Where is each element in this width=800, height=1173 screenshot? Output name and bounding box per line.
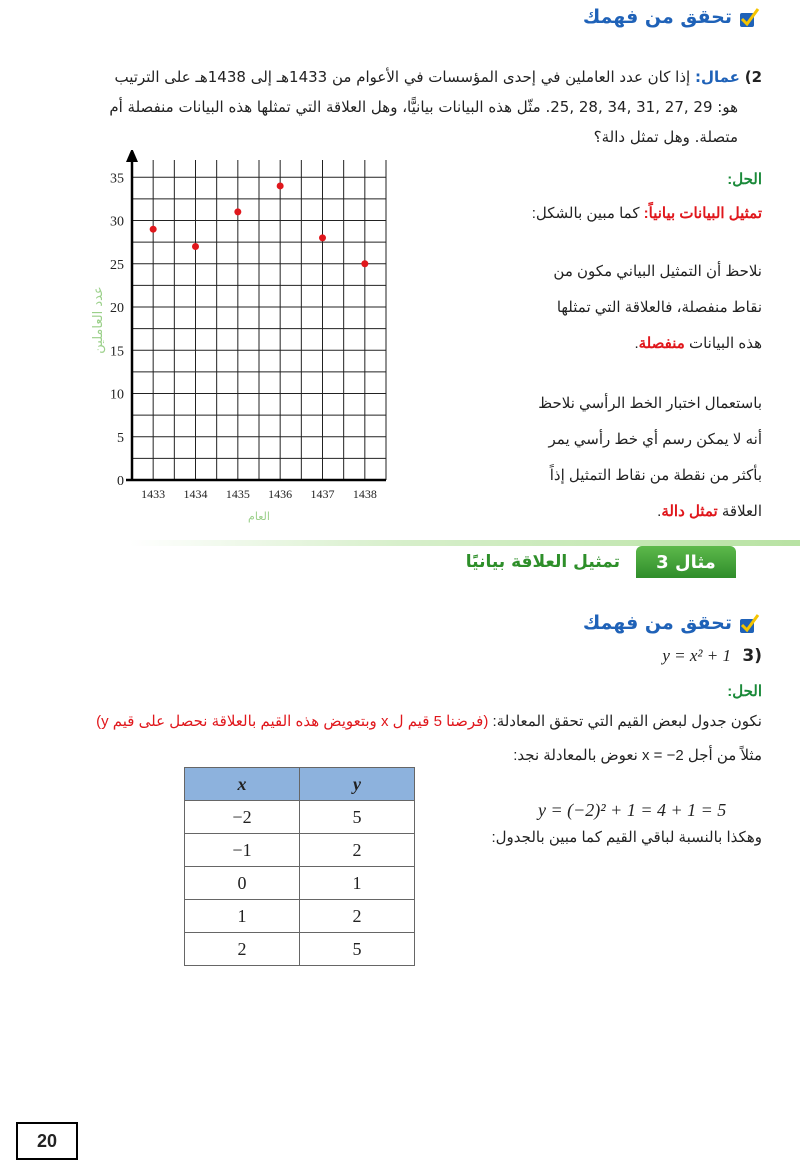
question-2-line-2: هو: 29 ,27 ,31 ,34 ,28 ,25. مثّل هذه البيانات بيانيًّا، وهل العلاقة التي تمثلها هذه البيانات منفصلة أم	[109, 98, 738, 116]
p2-line-1: باستعمال اختبار الخط الرأسي نلاحظ	[538, 395, 762, 412]
check-understanding-header-2	[583, 612, 760, 634]
x-tick-label: 1437	[310, 487, 335, 501]
p1-red-word: منفصلة	[638, 335, 685, 352]
y-axis-arrow	[126, 150, 138, 162]
example-3-title: تمثيل العلاقة بيانيًا	[465, 552, 620, 572]
table-intro-red: (فرضنا 5 قيم ل x وبتعويض هذه القيم بالعلاقة نحصل على قيم y)	[96, 713, 489, 730]
x-axis-label: العام	[248, 510, 270, 523]
question-number: 2)	[744, 68, 762, 86]
check-understanding-header	[583, 6, 760, 28]
graph-heading	[532, 204, 762, 222]
data-point	[150, 226, 157, 233]
discrete-paragraph	[502, 254, 762, 362]
checkmark-icon	[738, 7, 760, 27]
question-label: عمال:	[694, 68, 740, 86]
y-tick-label: 5	[117, 430, 124, 446]
p1-end: .	[634, 335, 639, 352]
vertical-line-test-paragraph	[502, 386, 762, 530]
data-point	[192, 243, 199, 250]
table-row	[185, 834, 415, 867]
table-header-row	[185, 768, 415, 801]
y-tick-label: 35	[110, 171, 124, 187]
table-cell: 5	[300, 933, 415, 966]
check-understanding-title: تحقق من فهمك	[582, 6, 732, 28]
table-cell: −2	[185, 801, 300, 834]
table-cell: 1	[185, 900, 300, 933]
table-cell: 5	[300, 801, 415, 834]
table-note: وهكذا بالنسبة لباقي القيم كما مبين بالجدول:	[491, 829, 762, 846]
p2-line-2: أنه لا يمكن رسم أي خط رأسي يمر	[548, 431, 762, 448]
checkmark-icon	[738, 613, 760, 633]
table-header-x: x	[185, 768, 300, 801]
table-row	[185, 933, 415, 966]
table-row	[185, 867, 415, 900]
p1-line-3	[502, 326, 762, 362]
p2-line-4	[502, 494, 762, 530]
question-text-1: إذا كان عدد العاملين في إحدى المؤسسات في الأعوام من 1433هـ إلى 1438هـ على الترتيب	[114, 68, 691, 86]
question-2-line-3: متصلة. وهل تمثل دالة؟	[593, 128, 738, 146]
table-intro-text: نكون جدول لبعض القيم التي تحقق المعادلة:	[488, 713, 762, 730]
p2-line-3: بأكثر من نقطة من نقاط التمثيل إذاً	[549, 467, 762, 484]
table-cell: 0	[185, 867, 300, 900]
p1-line-2: نقاط منفصلة، فالعلاقة التي تمثلها	[556, 299, 762, 316]
table-header-y: y	[300, 768, 415, 801]
y-tick-label: 20	[110, 301, 124, 317]
values-table	[184, 767, 415, 966]
p2-red-word: تمثل دالة	[661, 503, 718, 520]
employees-scatter-chart	[80, 150, 410, 530]
table-intro	[22, 712, 762, 730]
y-tick-label: 10	[110, 387, 124, 403]
x-tick-label: 1433	[141, 487, 166, 501]
y-tick-label: 25	[110, 257, 124, 273]
question-2-line-1	[22, 62, 762, 92]
table-cell: 2	[185, 933, 300, 966]
y-axis-label: عدد العاملين	[91, 286, 106, 354]
graph-heading-red: تمثيل البيانات بيانياً:	[643, 205, 762, 222]
x-tick-label: 1438	[352, 487, 377, 501]
y-tick-label: 15	[110, 344, 124, 360]
p2-line-4-text: العلاقة	[717, 503, 762, 520]
x-tick-label: 1436	[268, 487, 293, 501]
p1-line-3-text: هذه البيانات	[684, 335, 762, 352]
x-tick-label: 1435	[225, 487, 250, 501]
data-point	[277, 182, 284, 189]
example-substitution: مثلاً من أجل x = −2 نعوض بالمعادلة نجد:	[513, 747, 762, 764]
table-row	[185, 900, 415, 933]
question-3-equation: y = x² + 1	[662, 646, 731, 665]
y-tick-label: 30	[110, 214, 124, 230]
data-point	[361, 260, 368, 267]
solution-label: الحل:	[727, 171, 762, 188]
question-3	[662, 646, 762, 666]
p1-line-1: نلاحظ أن التمثيل البياني مكون من	[553, 263, 762, 280]
graph-heading-rest: كما مبين بالشكل:	[531, 205, 644, 222]
substitution-calc: y = (−2)² + 1 = 4 + 1 = 5	[538, 800, 727, 820]
table-cell: 2	[300, 834, 415, 867]
p2-end: .	[657, 503, 662, 520]
table-row	[185, 801, 415, 834]
x-tick-label: 1434	[183, 487, 208, 501]
table-cell: 1	[300, 867, 415, 900]
page-number: 20	[16, 1122, 78, 1160]
data-point	[234, 208, 241, 215]
table-cell: −1	[185, 834, 300, 867]
example-3-tab: مثال 3	[636, 546, 736, 578]
data-point	[319, 234, 326, 241]
solution-label-2: الحل:	[727, 683, 762, 700]
question-3-number: (3	[742, 646, 762, 666]
check-understanding-title-2: تحقق من فهمك	[582, 612, 732, 634]
table-cell: 2	[300, 900, 415, 933]
y-tick-label: 0	[117, 474, 124, 489]
question-2	[22, 62, 762, 152]
